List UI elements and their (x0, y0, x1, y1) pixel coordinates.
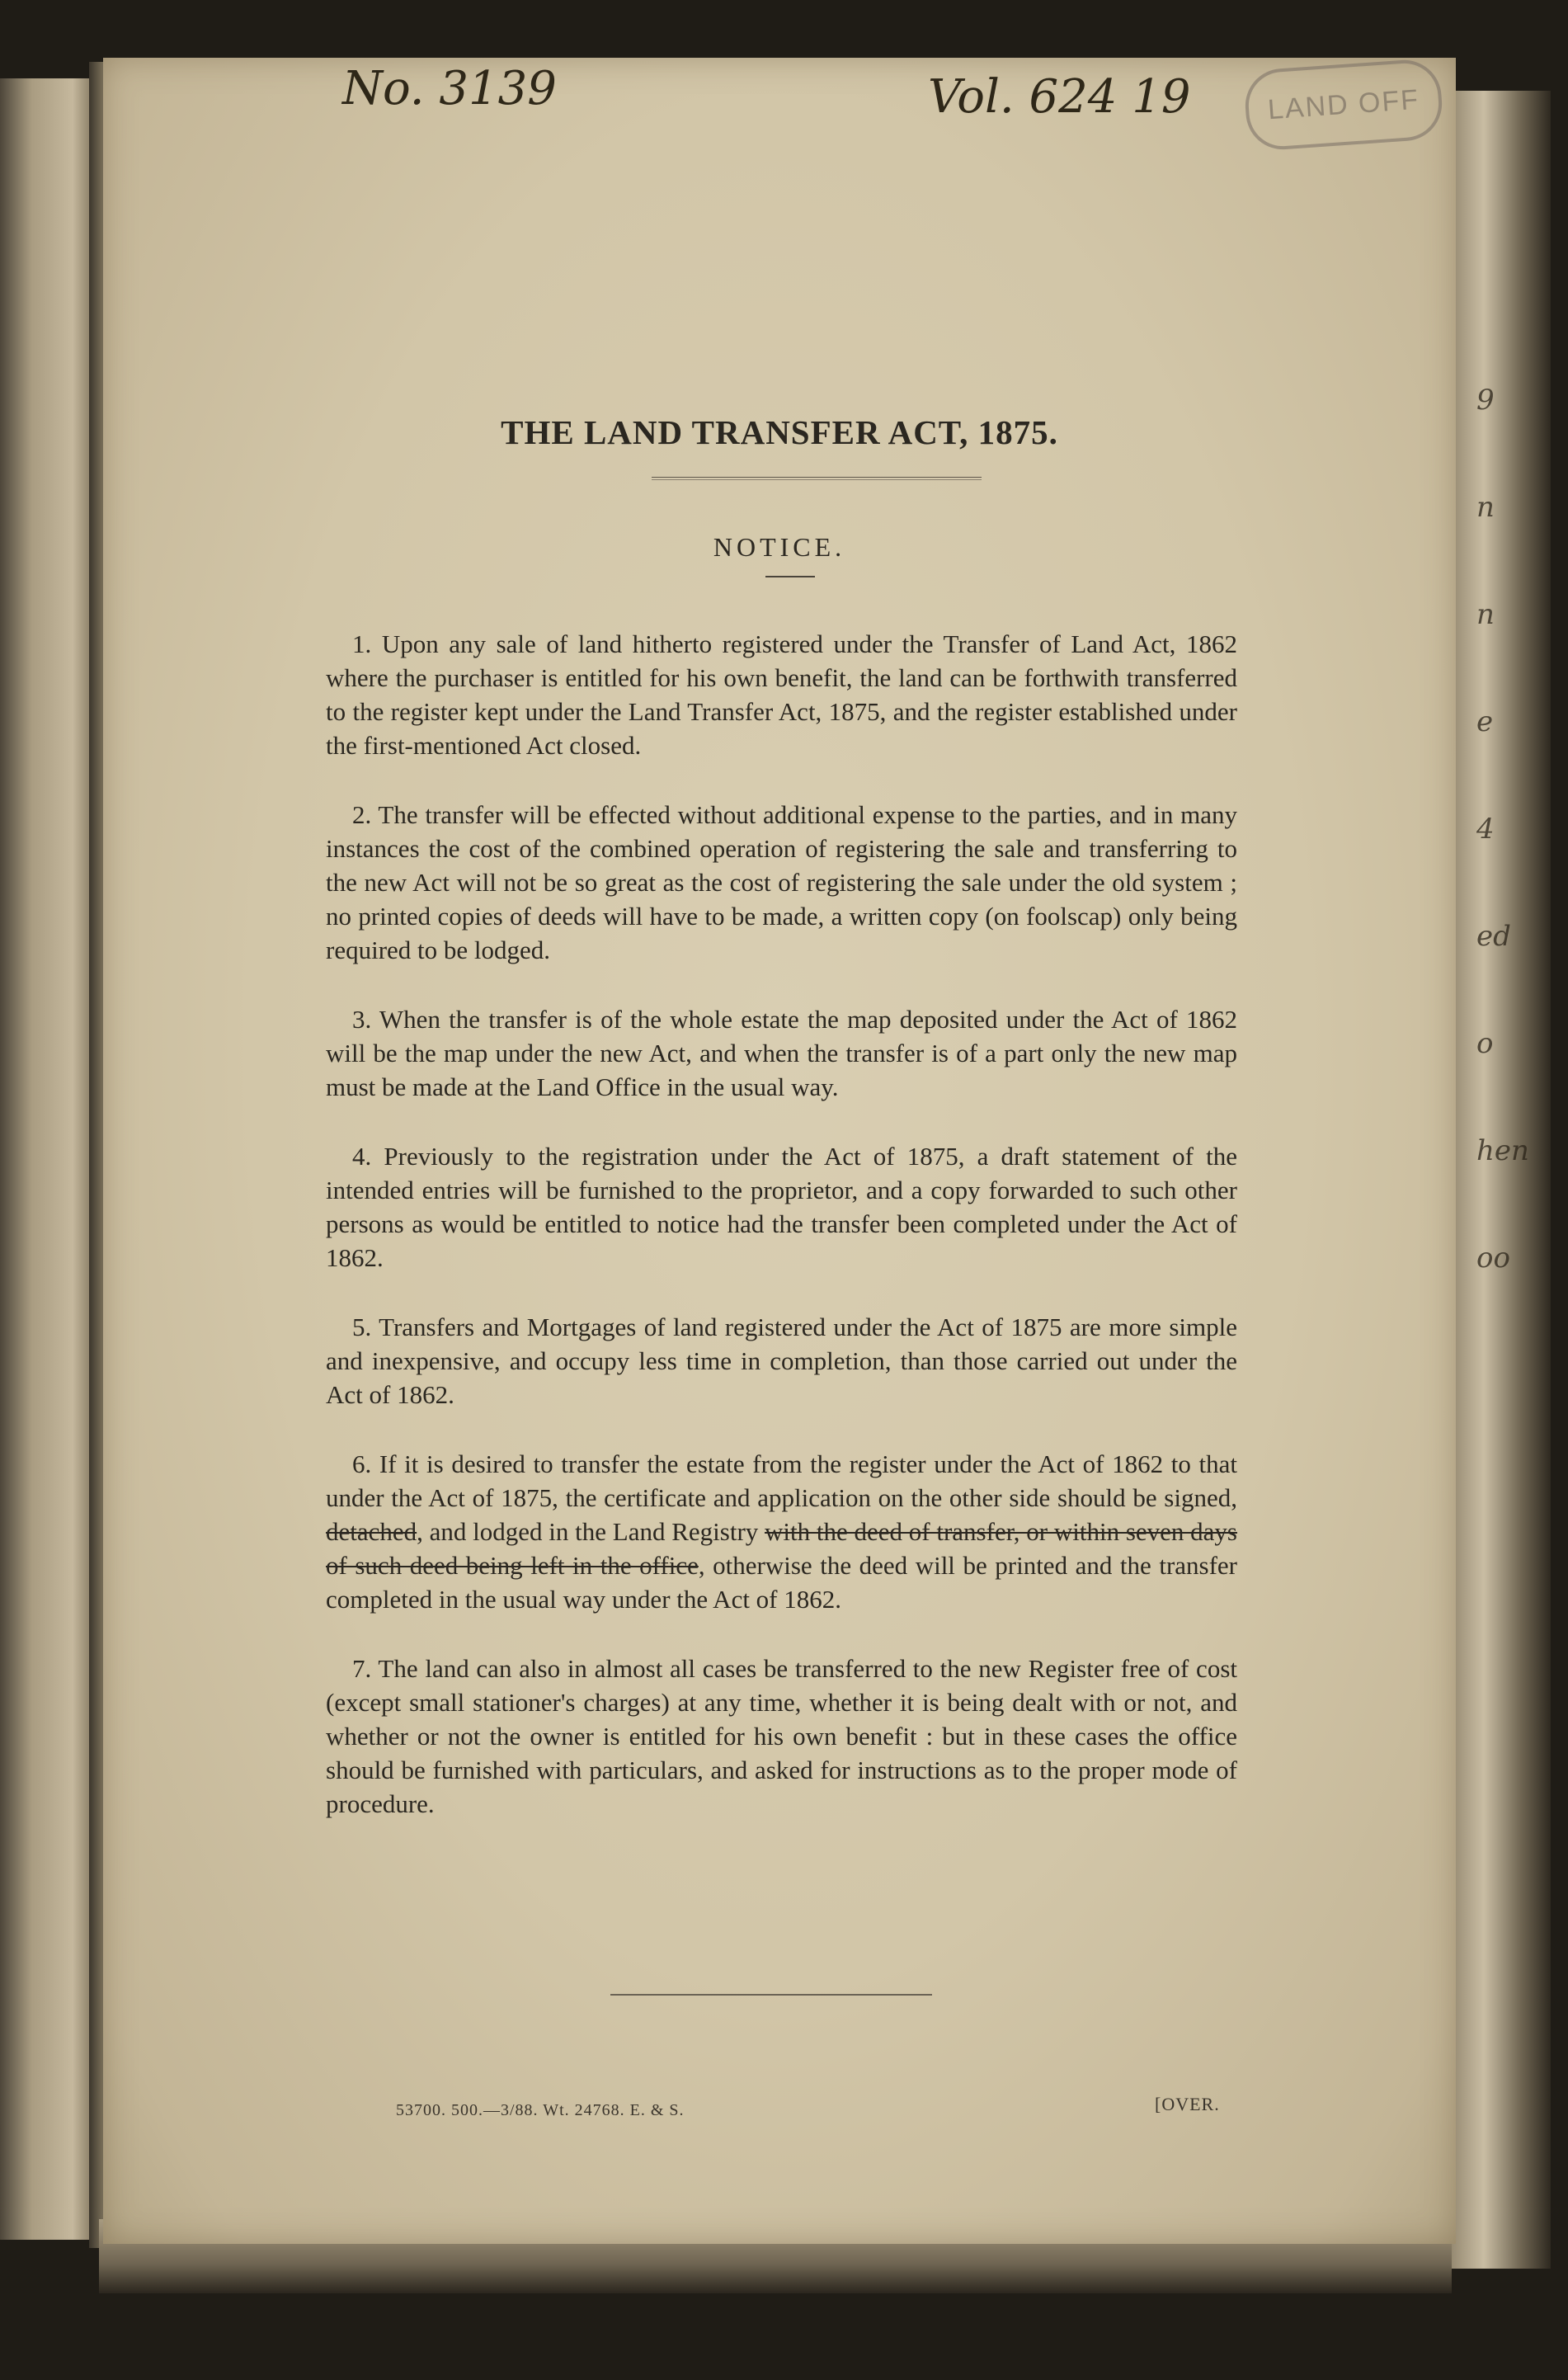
clause-6-part2: , and lodged in the Land Registry (417, 1517, 765, 1546)
edge-handwriting-item: oo (1476, 1242, 1510, 1275)
stamp-text: LAND OFF (1266, 83, 1421, 125)
edge-handwriting-item: n (1476, 491, 1495, 524)
footer-divider (610, 1994, 932, 1996)
edge-handwriting (1476, 346, 1551, 1914)
notice-page (103, 58, 1456, 2244)
notice-heading: NOTICE. (713, 532, 846, 562)
land-office-stamp (1243, 58, 1444, 152)
edge-handwriting-item: n (1476, 598, 1495, 631)
title-divider (652, 477, 982, 480)
clause-list (326, 627, 1237, 1821)
struck-text-detached: detached (326, 1517, 417, 1546)
handwritten-number: No. 3139 (342, 62, 557, 115)
edge-handwriting-item: e (1476, 705, 1494, 738)
edge-handwriting-item: ed (1476, 920, 1511, 953)
over-marker: [OVER. (1155, 2094, 1220, 2114)
clause-2: 2. The transfer will be effected without additional expense to the parties, and in many instances the cost of the combined operation of registering the sale and transferring to the new Act will not be so great as the cost of registering the sale under the old system ; no printed copies of deeds will have to be made, a written copy (on foolscap) only being required to be lodged. (326, 800, 1237, 964)
clause-6 (326, 1447, 1237, 1616)
edge-handwriting-item: o (1476, 1027, 1494, 1060)
clause-6-part1: 6. If it is desired to transfer the estate from the register under the Act of 1862 to that under the Act of 1875, the certificate and application on the other side should be signed, (326, 1449, 1237, 1512)
clause-6-part3: , otherwise the deed will be printed and the transfer completed in the usual way under the Act of 1862. (326, 1551, 1237, 1614)
clause-3: 3. When the transfer is of the whole estate the map deposited under the Act of 1862 will be the map under the new Act, and when the transfer is of a part only the new map must be made at the Land Office in the usual way. (326, 1005, 1237, 1101)
clause-7: 7. The land can also in almost all cases be transferred to the new Register free of cost (except small stationer's charges) at any time, whether it is being dealt with or not, and whether or not the owner is entitled for his own benefit : but in these cases the office should be furnished with particulars, and asked for instructions as to the proper mode of procedure. (326, 1654, 1237, 1818)
edge-handwriting-item: hen (1476, 1134, 1529, 1167)
clause-4: 4. Previously to the registration under the Act of 1875, a draft statement of the intended entries will be furnished to the proprietor, and a copy forwarded to such other persons as would be entitled to notice had the transfer been completed under the Act of 1862. (326, 1142, 1237, 1272)
clause-1: 1. Upon any sale of land hitherto registered under the Transfer of Land Act, 1862 where the purchaser is entitled for his own benefit, the land can be forthwith transferred to the register kept under the Land Transfer Act, 1875, and the register established under the first-mentioned Act closed. (326, 629, 1237, 760)
struck-text-deed-clause: with the deed of transfer, or within seven days of such deed being left in the office (326, 1517, 1237, 1580)
page-title: THE LAND TRANSFER ACT, 1875. (501, 413, 1058, 451)
left-facing-page (0, 78, 91, 2240)
clause-5: 5. Transfers and Mortgages of land registered under the Act of 1875 are more simple and inexpensive, and occupy less time in completion, than those carried out under the Act of 1862. (326, 1313, 1237, 1409)
edge-handwriting-item: 9 (1476, 384, 1495, 417)
handwritten-volume: Vol. 624 19 (928, 70, 1191, 124)
edge-handwriting-item: 4 (1476, 813, 1495, 846)
printer-imprint: 53700. 500.—3/88. Wt. 24768. E. & S. (396, 2101, 685, 2119)
notice-divider (765, 576, 815, 577)
